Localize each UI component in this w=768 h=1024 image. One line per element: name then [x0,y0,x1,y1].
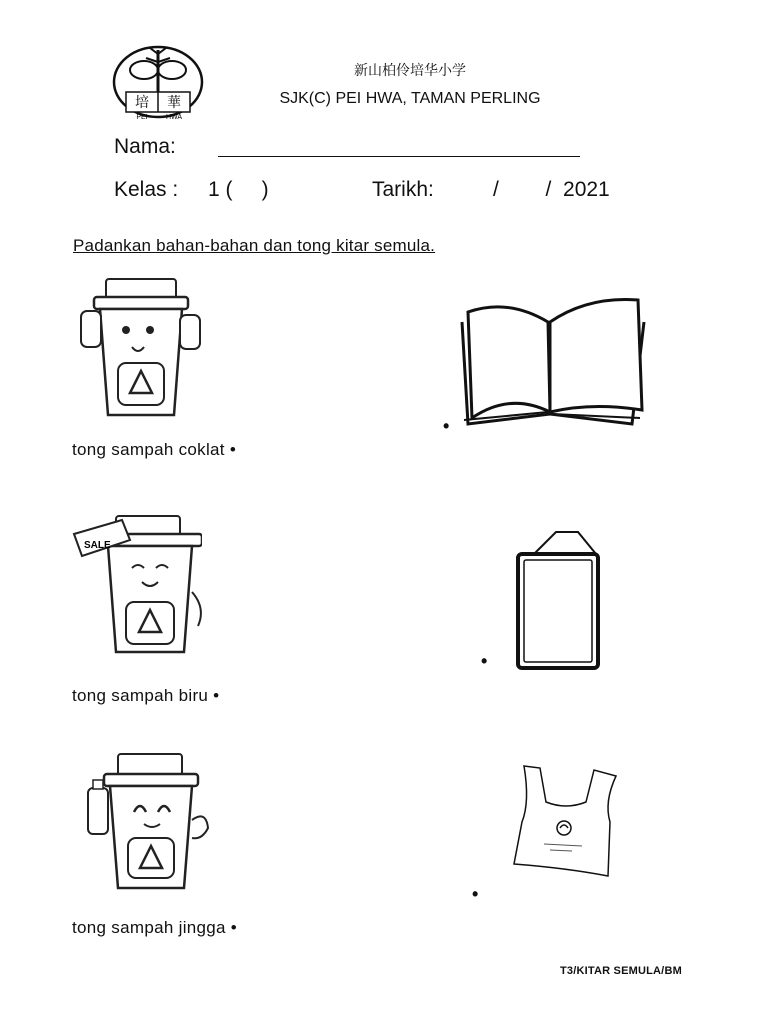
logo-char-left: 培 [135,95,149,111]
plastic-bag-icon [510,762,624,880]
school-chinese-name: 新山柏伶培华小学 [354,63,466,79]
school-name: SJK(C) PEI HWA, TAMAN PERLING [279,90,541,107]
svg-text:SALE: SALE [84,540,111,551]
instruction-text: Padankan bahan-bahan dan tong kitar semula. [73,236,436,255]
glass-frame-icon [512,530,606,672]
nama-label: Nama: [114,135,176,158]
tarikh-value[interactable]: / / 2021 [493,178,610,201]
item-dot-book[interactable]: • [443,416,450,436]
school-logo [112,44,204,122]
brown-recycle-bin-icon [76,275,206,425]
item-dot-frame[interactable]: • [481,651,488,671]
kelas-value[interactable]: 1 ( ) [208,178,269,201]
logo-char-right: 華 [167,95,181,111]
open-book-icon [452,292,648,432]
item-dot-bag[interactable]: • [472,884,479,904]
logo-caption-right: HWA [165,114,183,121]
blue-recycle-bin-icon [72,512,202,662]
tarikh-label: Tarikh: [372,178,434,201]
footer-code: T3/KITAR SEMULA/BM [560,965,682,977]
nama-input-line[interactable] [218,156,580,157]
bin-label-jingga: tong sampah jingga • [72,918,238,937]
kelas-label: Kelas : [114,178,179,201]
bin-label-coklat: tong sampah coklat • [72,440,237,459]
bin-label-biru: tong sampah biru • [72,686,220,705]
logo-caption-left: PEI [136,114,148,121]
orange-recycle-bin-icon [82,750,212,900]
